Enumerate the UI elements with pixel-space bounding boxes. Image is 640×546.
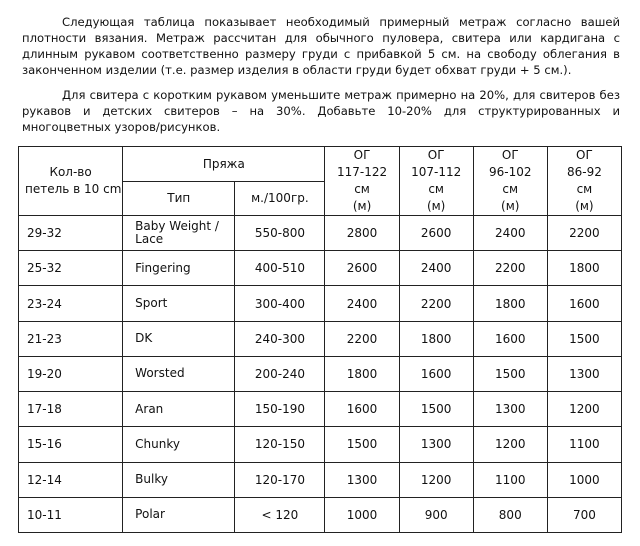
meterage-cell: 2400 bbox=[473, 216, 547, 251]
meterage-cell: 1200 bbox=[399, 462, 473, 497]
yarn-type-cell: DK bbox=[123, 321, 235, 356]
meterage-cell: 1800 bbox=[473, 286, 547, 321]
table-row bbox=[19, 497, 622, 532]
table-row bbox=[19, 462, 622, 497]
table-row bbox=[19, 356, 622, 391]
header-yarn: Пряжа bbox=[123, 147, 325, 182]
header-size-line: 96-102 bbox=[489, 165, 532, 179]
intro-text bbox=[22, 14, 620, 135]
yarn-type-cell: Bulky bbox=[123, 462, 235, 497]
gauge-cell: 25-32 bbox=[19, 251, 123, 286]
meters-per-100g-cell: 200-240 bbox=[235, 356, 325, 391]
header-gauge bbox=[19, 147, 123, 216]
meterage-cell: 1100 bbox=[473, 462, 547, 497]
meterage-cell: 1500 bbox=[325, 427, 399, 462]
meterage-cell: 1800 bbox=[399, 321, 473, 356]
meterage-cell: 1800 bbox=[325, 356, 399, 391]
table-row bbox=[19, 427, 622, 462]
meterage-cell: 2600 bbox=[399, 216, 473, 251]
meters-per-100g-cell: 550-800 bbox=[235, 216, 325, 251]
meters-per-100g-cell: 240-300 bbox=[235, 321, 325, 356]
gauge-cell: 19-20 bbox=[19, 356, 123, 391]
meterage-cell: 1600 bbox=[547, 286, 621, 321]
header-size-line: см bbox=[576, 182, 593, 196]
header-size-86-92 bbox=[547, 147, 621, 216]
header-type: Тип bbox=[123, 181, 235, 216]
gauge-cell: 21-23 bbox=[19, 321, 123, 356]
meters-per-100g-cell: 300-400 bbox=[235, 286, 325, 321]
table-body bbox=[19, 216, 622, 533]
header-size-line: 107-112 bbox=[411, 165, 462, 179]
yarn-type-cell: Baby Weight / Lace bbox=[123, 216, 235, 251]
meters-per-100g-cell: 120-150 bbox=[235, 427, 325, 462]
meterage-cell: 2200 bbox=[473, 251, 547, 286]
meterage-cell: 1600 bbox=[325, 392, 399, 427]
meters-per-100g-cell: < 120 bbox=[235, 497, 325, 532]
meterage-cell: 900 bbox=[399, 497, 473, 532]
meterage-cell: 800 bbox=[473, 497, 547, 532]
meterage-cell: 1300 bbox=[325, 462, 399, 497]
header-size-96-102 bbox=[473, 147, 547, 216]
header-row-1 bbox=[19, 147, 622, 182]
meterage-cell: 1300 bbox=[399, 427, 473, 462]
header-length: м./100гр. bbox=[235, 181, 325, 216]
header-gauge-line2: петель в 10 cm bbox=[25, 182, 122, 196]
meterage-cell: 1600 bbox=[473, 321, 547, 356]
table-row bbox=[19, 392, 622, 427]
yarn-type-cell: Worsted bbox=[123, 356, 235, 391]
meterage-cell: 1600 bbox=[399, 356, 473, 391]
header-size-line: ОГ bbox=[427, 148, 445, 162]
meters-per-100g-cell: 400-510 bbox=[235, 251, 325, 286]
table-row bbox=[19, 251, 622, 286]
header-size-line: см bbox=[502, 182, 519, 196]
intro-paragraph-1-text: Следующая таблица показывает необходимый примерный метраж согласно вашей плотности вязания. Метраж рассчитан для обычного пуловера, свитера или кардигана с длинным рукавом соответственно размеру груди с прибавкой 5 см. на свободу облегания в законченном изделии (т.е. размер изделия в области груди будет обхват груди + 5 см.). bbox=[22, 15, 620, 77]
header-size-line: 86-92 bbox=[566, 165, 602, 179]
header-size-117-122 bbox=[325, 147, 399, 216]
header-size-line: ОГ bbox=[576, 148, 593, 162]
meterage-cell: 1300 bbox=[547, 356, 621, 391]
meters-per-100g-cell: 120-170 bbox=[235, 462, 325, 497]
header-gauge-line1: Кол-во bbox=[49, 165, 92, 179]
gauge-cell: 15-16 bbox=[19, 427, 123, 462]
header-size-line: (м) bbox=[426, 199, 446, 213]
meterage-cell: 1300 bbox=[473, 392, 547, 427]
intro-paragraph-2 bbox=[22, 87, 620, 135]
table-row bbox=[19, 321, 622, 356]
meterage-cell: 1100 bbox=[547, 427, 621, 462]
meterage-cell: 1500 bbox=[473, 356, 547, 391]
yarn-type-cell: Sport bbox=[123, 286, 235, 321]
meterage-cell: 1000 bbox=[547, 462, 621, 497]
gauge-cell: 12-14 bbox=[19, 462, 123, 497]
header-size-line: ОГ bbox=[353, 148, 371, 162]
intro-paragraph-1 bbox=[22, 14, 620, 78]
yarn-type-cell: Aran bbox=[123, 392, 235, 427]
meterage-cell: 2200 bbox=[399, 286, 473, 321]
meterage-cell: 1200 bbox=[547, 392, 621, 427]
header-size-107-112 bbox=[399, 147, 473, 216]
gauge-cell: 10-11 bbox=[19, 497, 123, 532]
meterage-cell: 1000 bbox=[325, 497, 399, 532]
yarn-type-cell: Chunky bbox=[123, 427, 235, 462]
meterage-cell: 2200 bbox=[547, 216, 621, 251]
header-size-line: (м) bbox=[575, 199, 594, 213]
meterage-cell: 1500 bbox=[547, 321, 621, 356]
header-size-line: (м) bbox=[352, 199, 372, 213]
gauge-cell: 29-32 bbox=[19, 216, 123, 251]
meterage-cell: 2400 bbox=[325, 286, 399, 321]
header-size-line: ОГ bbox=[501, 148, 519, 162]
meterage-cell: 1500 bbox=[399, 392, 473, 427]
meterage-cell: 2400 bbox=[399, 251, 473, 286]
header-size-line: см bbox=[354, 182, 370, 196]
meterage-cell: 1200 bbox=[473, 427, 547, 462]
meterage-cell: 700 bbox=[547, 497, 621, 532]
meterage-cell: 2200 bbox=[325, 321, 399, 356]
header-size-line: 117-122 bbox=[336, 165, 388, 179]
table-row bbox=[19, 216, 622, 251]
yarn-meterage-table bbox=[18, 146, 622, 533]
meterage-cell: 2600 bbox=[325, 251, 399, 286]
header-size-line: (м) bbox=[501, 199, 520, 213]
table-header bbox=[19, 147, 622, 216]
intro-paragraph-2-text: Для свитера с коротким рукавом уменьшите метраж примерно на 20%, для свитеров без рукавов и детских свитеров – на 30%. Добавьте 10-20% для структурированных и многоцветных узоров/рисунков. bbox=[22, 88, 620, 134]
header-size-line: см bbox=[428, 182, 444, 196]
meters-per-100g-cell: 150-190 bbox=[235, 392, 325, 427]
yarn-type-cell: Polar bbox=[123, 497, 235, 532]
table-row bbox=[19, 286, 622, 321]
meterage-cell: 2800 bbox=[325, 216, 399, 251]
yarn-type-cell: Fingering bbox=[123, 251, 235, 286]
gauge-cell: 17-18 bbox=[19, 392, 123, 427]
meterage-cell: 1800 bbox=[547, 251, 621, 286]
gauge-cell: 23-24 bbox=[19, 286, 123, 321]
